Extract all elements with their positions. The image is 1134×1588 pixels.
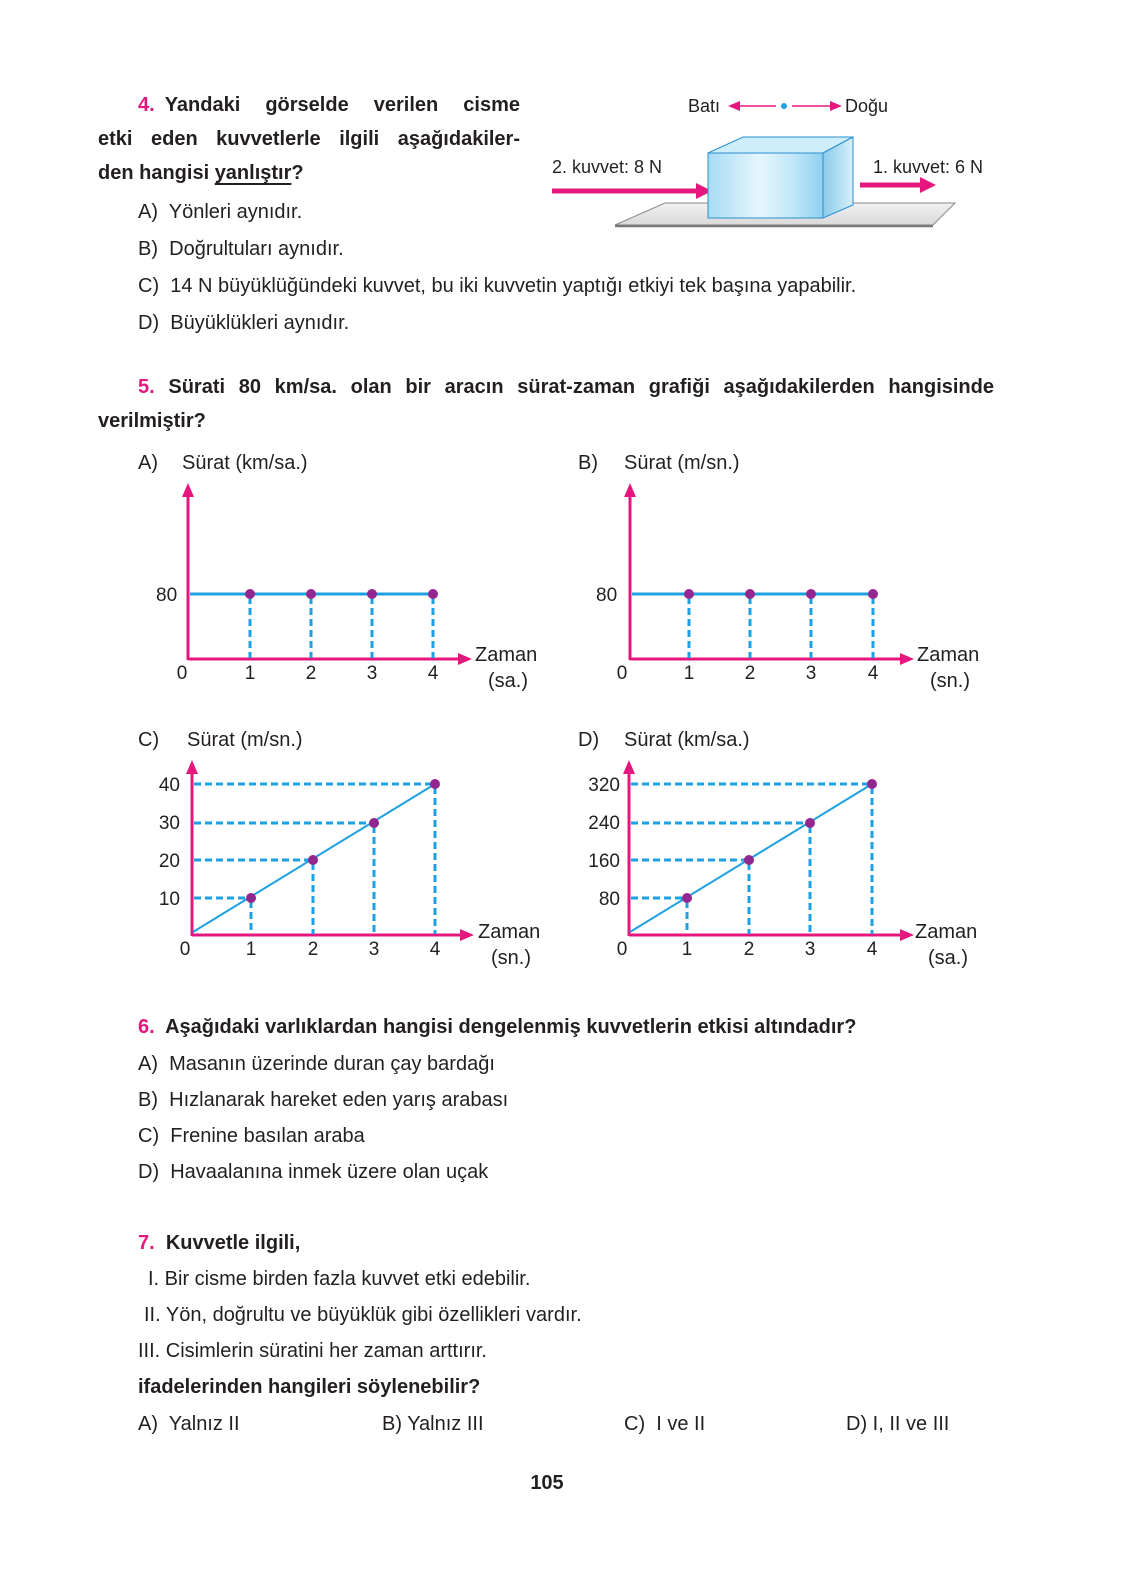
q6-option-a[interactable]: A) Masanın üzerinde duran çay bardağı xyxy=(138,1053,495,1075)
q4-stem-line2: etki eden kuvvetlerle ilgili aşağıdakiler- xyxy=(98,128,520,150)
svg-text:0: 0 xyxy=(616,939,628,960)
svg-text:320: 320 xyxy=(588,775,620,796)
q7-option-b[interactable]: B) Yalnız III xyxy=(382,1413,484,1435)
svg-text:4: 4 xyxy=(867,663,879,684)
q4-options xyxy=(138,200,856,348)
svg-text:80: 80 xyxy=(156,585,178,606)
svg-text:2: 2 xyxy=(744,663,756,684)
svg-text:80: 80 xyxy=(598,889,620,910)
svg-text:3: 3 xyxy=(804,939,816,960)
svg-text:1: 1 xyxy=(245,939,257,960)
force2-label: 2. kuvvet: 8 N xyxy=(552,157,663,177)
svg-text:4: 4 xyxy=(427,663,439,684)
svg-text:3: 3 xyxy=(805,663,817,684)
q4-option-b[interactable]: B) Doğrultuları aynıdır. xyxy=(138,238,344,260)
direction-indicator xyxy=(688,96,888,116)
svg-text:Zaman: Zaman xyxy=(475,644,538,666)
east-label: Doğu xyxy=(845,96,889,116)
west-label: Batı xyxy=(688,96,721,116)
graph-c[interactable] xyxy=(130,722,560,977)
q7-statements xyxy=(138,1267,582,1375)
svg-text:4: 4 xyxy=(866,939,878,960)
graph-d-ylabel: Sürat (km/sa.) xyxy=(624,729,750,751)
svg-text:20: 20 xyxy=(158,851,180,872)
svg-text:40: 40 xyxy=(158,775,180,796)
q5-stem xyxy=(98,370,994,438)
svg-text:1: 1 xyxy=(681,939,693,960)
svg-text:Zaman: Zaman xyxy=(917,644,980,666)
force1-label: 1. kuvvet: 6 N xyxy=(873,157,984,177)
q6-stem-text: Aşağıdaki varlıklardan hangisi dengelenmiş kuvvetlerin etkisi altındadır? xyxy=(165,1016,857,1038)
q7-statement-2: II. Yön, doğrultu ve büyüklük gibi özellikleri vardır. xyxy=(144,1304,582,1326)
graph-b-letter: B) xyxy=(578,452,598,474)
graph-b[interactable] xyxy=(570,445,1000,695)
graph-a[interactable] xyxy=(130,445,560,695)
svg-text:0: 0 xyxy=(179,939,191,960)
q4-stem-line3: den hangisi yanlıştır? xyxy=(98,162,304,184)
q7-stem-text: Kuvvetle ilgili, xyxy=(165,1232,301,1254)
q4-option-a[interactable]: A) Yönleri aynıdır. xyxy=(138,201,303,223)
graph-b-ylabel: Sürat (m/sn.) xyxy=(624,452,740,474)
svg-text:Zaman: Zaman xyxy=(915,921,978,943)
force1-arrow-icon xyxy=(920,177,936,193)
q5-stem-line1: Sürati 80 km/sa. olan bir aracın sürat-zaman grafiği aşağıdakilerden hangisinde xyxy=(168,376,994,398)
svg-text:(sa.): (sa.) xyxy=(488,670,528,692)
graph-d[interactable] xyxy=(570,722,1000,977)
svg-text:240: 240 xyxy=(588,813,620,834)
svg-text:(sa.): (sa.) xyxy=(928,947,968,969)
svg-text:2: 2 xyxy=(305,663,317,684)
q6-option-d[interactable]: D) Havaalanına inmek üzere olan uçak xyxy=(138,1161,489,1183)
svg-text:3: 3 xyxy=(366,663,378,684)
q7-question: ifadelerinden hangileri söylenebilir? xyxy=(138,1376,481,1398)
svg-text:1: 1 xyxy=(244,663,256,684)
graph-c-letter: C) xyxy=(138,729,160,751)
q7-number: 7. xyxy=(138,1232,155,1254)
origin-dot-icon xyxy=(781,103,787,109)
svg-text:160: 160 xyxy=(588,851,620,872)
q5-number: 5. xyxy=(138,376,155,398)
q5-stem-line2: verilmiştir? xyxy=(98,410,206,432)
q7-option-a[interactable]: A) Yalnız II xyxy=(138,1413,240,1435)
q7-option-c[interactable]: C) I ve II xyxy=(624,1413,706,1435)
q7-statement-3: III. Cisimlerin süratini her zaman arttırır. xyxy=(138,1340,487,1362)
svg-text:4: 4 xyxy=(429,939,441,960)
graph-d-letter: D) xyxy=(578,729,600,751)
svg-text:30: 30 xyxy=(158,813,180,834)
svg-text:(sn.): (sn.) xyxy=(491,947,531,969)
q4-option-d[interactable]: D) Büyüklükleri aynıdır. xyxy=(138,312,350,334)
svg-text:0: 0 xyxy=(176,663,188,684)
svg-text:3: 3 xyxy=(368,939,380,960)
q6-stem xyxy=(138,1010,856,1044)
svg-text:2: 2 xyxy=(743,939,755,960)
svg-text:10: 10 xyxy=(158,889,180,910)
q7-option-d[interactable]: D) I, II ve III xyxy=(846,1413,950,1435)
q4-option-c[interactable]: C) 14 N büyüklüğündeki kuvvet, bu iki kuvvetin yaptığı etkiyi tek başına yapabilir. xyxy=(138,275,857,297)
graph-a-ylabel: Sürat (km/sa.) xyxy=(182,452,308,474)
page-number: 105 xyxy=(530,1472,564,1494)
q4-stem xyxy=(98,88,520,190)
svg-text:Zaman: Zaman xyxy=(478,921,541,943)
svg-text:(sn.): (sn.) xyxy=(930,670,970,692)
svg-text:2: 2 xyxy=(307,939,319,960)
svg-text:0: 0 xyxy=(616,663,628,684)
q6-options xyxy=(138,1052,508,1196)
svg-text:80: 80 xyxy=(596,585,618,606)
svg-text:1: 1 xyxy=(683,663,695,684)
q7-stem xyxy=(138,1226,300,1260)
graph-a-letter: A) xyxy=(138,452,158,474)
q6-option-c[interactable]: C) Frenine basılan araba xyxy=(138,1125,365,1147)
q6-option-b[interactable]: B) Hızlanarak hareket eden yarış arabası xyxy=(138,1089,509,1111)
q4-number: 4. xyxy=(138,94,155,116)
graph-c-ylabel: Sürat (m/sn.) xyxy=(187,729,303,751)
q4-stem-line1: Yandaki görselde verilen cisme xyxy=(164,94,520,116)
q4-underlined-word: yanlıştır xyxy=(214,162,292,184)
q7-statement-1: I. Bir cisme birden fazla kuvvet etki edebilir. xyxy=(148,1268,531,1290)
q6-number: 6. xyxy=(138,1016,155,1038)
